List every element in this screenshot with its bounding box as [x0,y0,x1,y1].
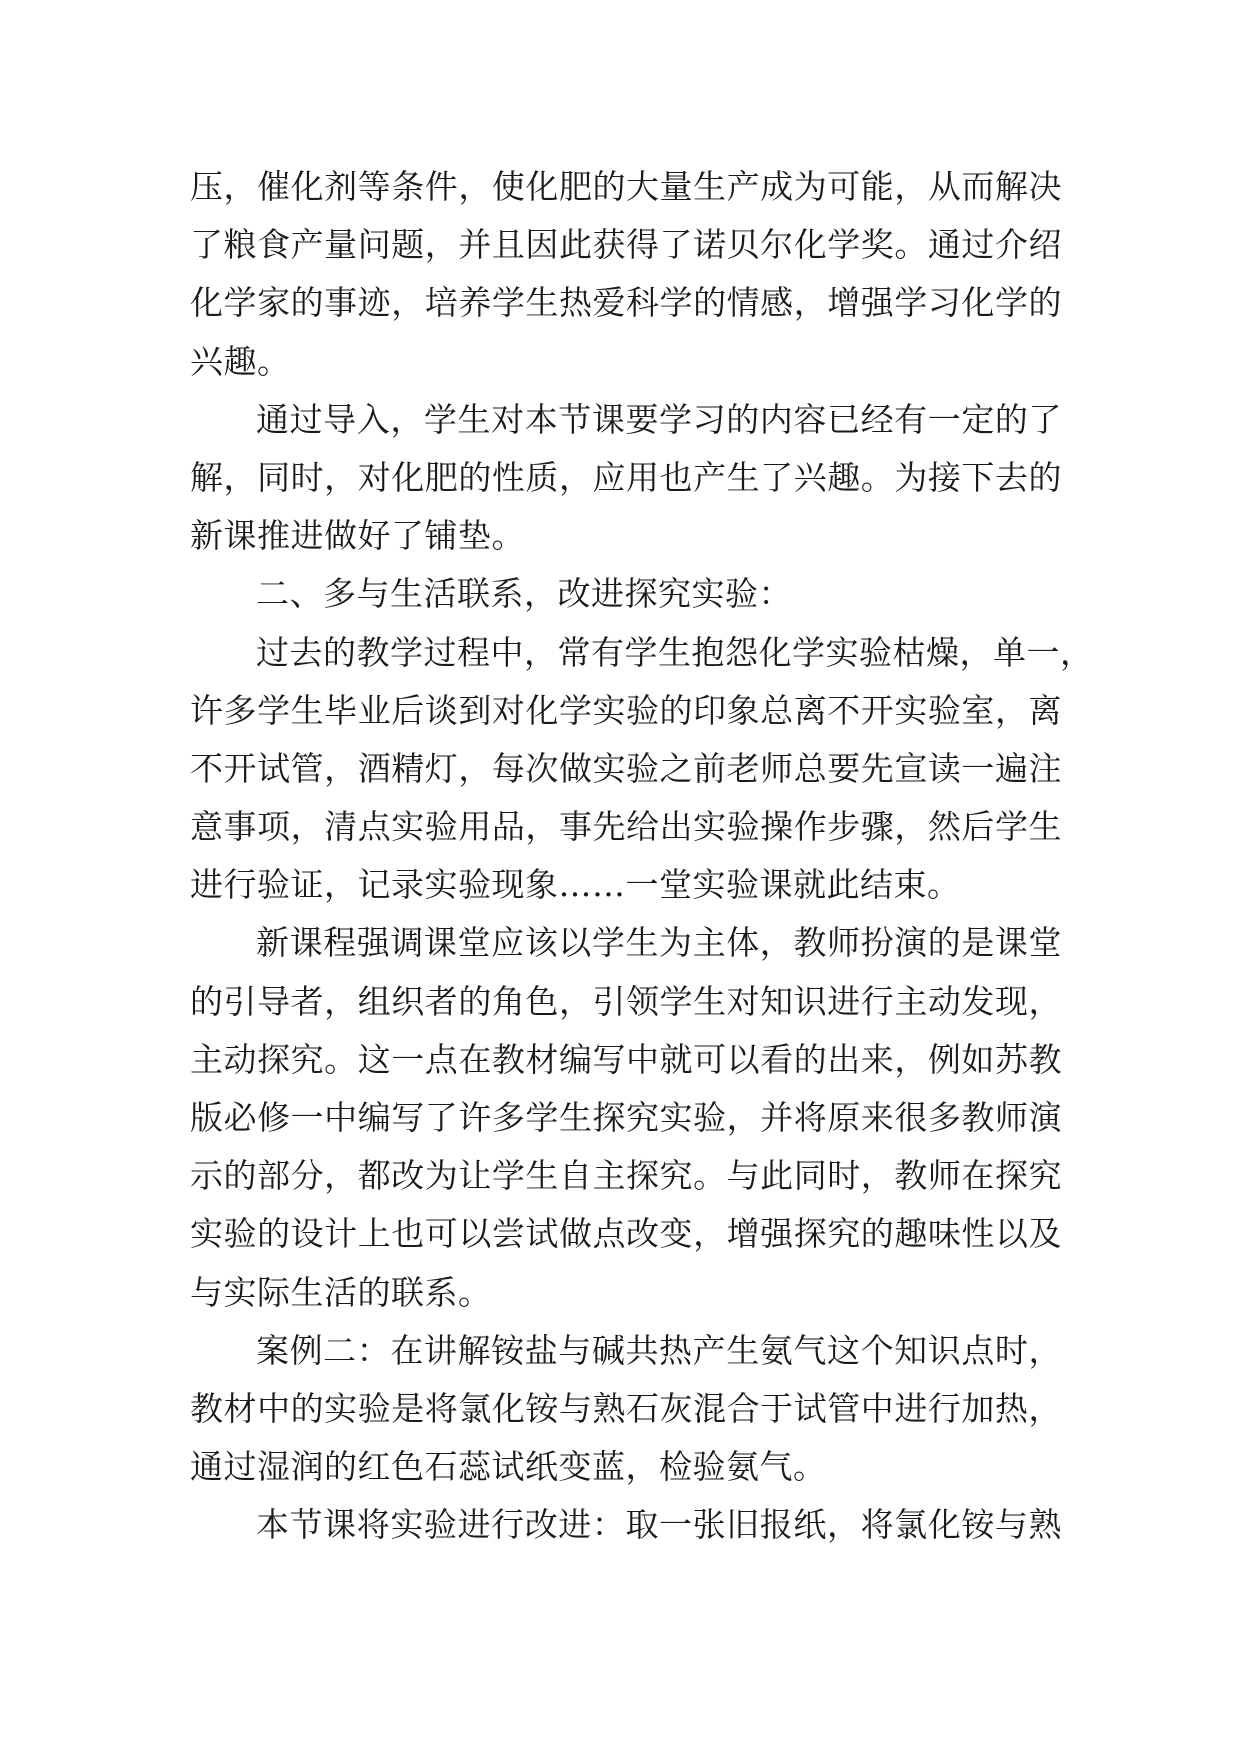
text-line: 新课推进做好了铺垫。 [190,516,525,556]
text-line: 化学家的事迹，培养学生热爱科学的情感，增强学习化学的 [190,283,1062,323]
text-line: 通过湿润的红色石蕊试纸变蓝，检验氨气。 [190,1447,827,1487]
text-line: 示的部分，都改为让学生自主探究。与此同时，教师在探究 [190,1156,1062,1196]
text-line: 的引导者，组织者的角色，引领学生对知识进行主动发现， [190,981,1062,1021]
text-line: 意事项，清点实验用品，事先给出实验操作步骤，然后学生 [190,807,1062,847]
text-line: 版必修一中编写了许多学生探究实验，并将原来很多教师演 [190,1098,1062,1137]
text-line: 案例二：在讲解铵盐与碱共热产生氨气这个知识点时， [256,1330,1062,1370]
paragraph [190,1322,1062,1497]
text-line: 本节课将实验进行改进：取一张旧报纸，将氯化铵与熟 [256,1505,1062,1545]
document-body [190,158,1094,1555]
text-line: 教材中的实验是将氯化铵与熟石灰混合于试管中进行加热， [190,1388,1062,1428]
text-line: 进行验证，记录实验现象……一堂实验课就此结束。 [190,865,961,905]
text-line: 了粮食产量问题，并且因此获得了诺贝尔化学奖。通过介绍 [190,225,1062,265]
text-line: 许多学生毕业后谈到对化学实验的印象总离不开实验室，离 [190,690,1062,730]
paragraph [190,1496,1062,1554]
paragraph [190,624,1094,915]
paragraph [190,914,1062,1321]
text-line: 过去的教学过程中，常有学生抱怨化学实验枯燥，单一， [256,632,1094,672]
paragraph [190,565,1062,623]
text-line: 不开试管，酒精灯，每次做实验之前老师总要先宣读一遍注 [190,748,1062,788]
text-line: 通过导入，学生对本节课要学习的内容已经有一定的了 [256,399,1062,439]
paragraph [190,158,1062,391]
text-line: 兴趣。 [190,341,291,381]
text-line: 实验的设计上也可以尝试做点改变，增强探究的趣味性以及 [190,1214,1062,1254]
text-line: 压，催化剂等条件，使化肥的大量生产成为可能，从而解决 [190,167,1062,206]
text-line: 二、多与生活联系，改进探究实验： [256,574,792,614]
paragraph [190,391,1062,566]
text-line: 新课程强调课堂应该以学生为主体，教师扮演的是课堂 [256,923,1062,963]
text-line: 解，同时，对化肥的性质，应用也产生了兴趣。为接下去的 [190,457,1062,497]
text-line: 与实际生活的联系。 [190,1272,492,1312]
text-line: 主动探究。这一点在教材编写中就可以看的出来，例如苏教 [190,1039,1062,1079]
